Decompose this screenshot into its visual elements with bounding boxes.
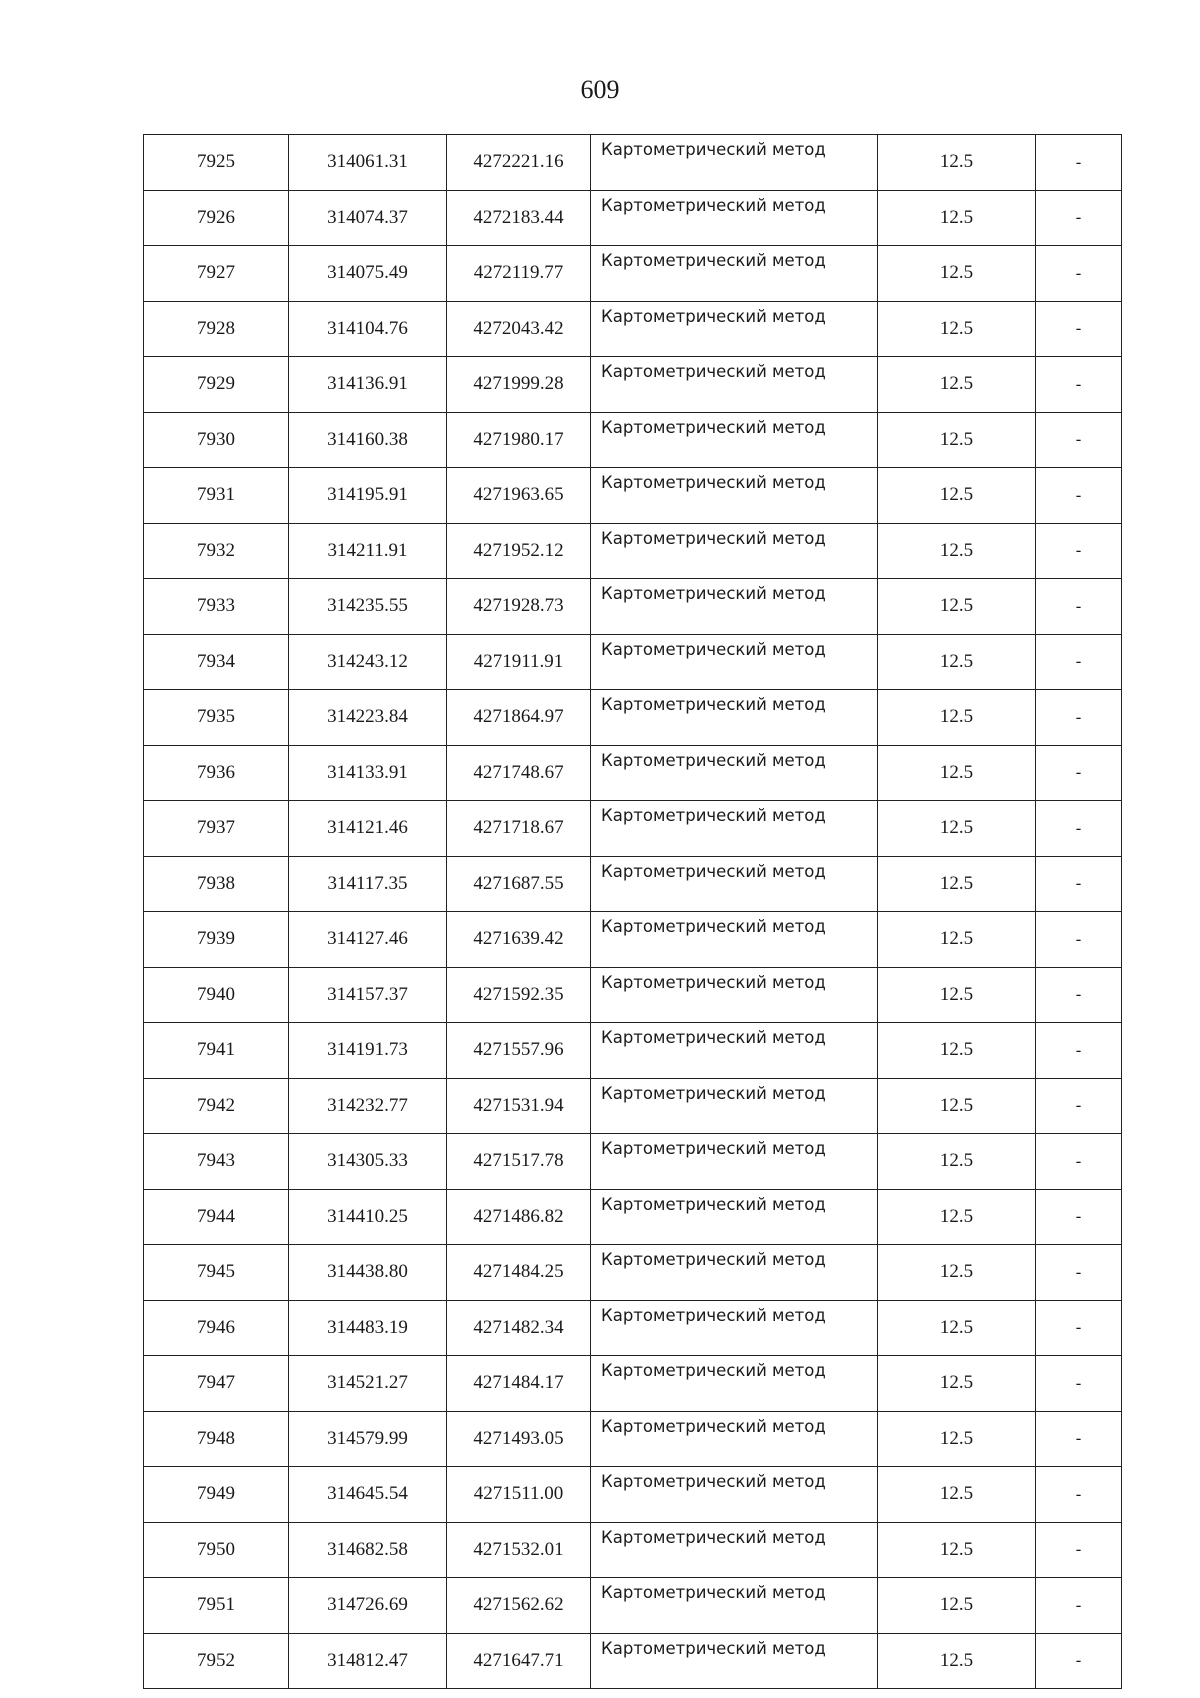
note-cell: -	[1036, 634, 1122, 690]
accuracy-cell: 12.5	[878, 690, 1036, 746]
note-cell: -	[1036, 468, 1122, 524]
point-number-cell: 7945	[144, 1245, 289, 1301]
table-row	[144, 1356, 1122, 1412]
y-coordinate-cell: 4271531.94	[447, 1078, 591, 1134]
point-number-cell: 7943	[144, 1134, 289, 1190]
point-number-cell: 7942	[144, 1078, 289, 1134]
accuracy-cell: 12.5	[878, 1522, 1036, 1578]
point-number-cell: 7930	[144, 412, 289, 468]
y-coordinate-cell: 4271562.62	[447, 1578, 591, 1634]
x-coordinate-cell: 314232.77	[289, 1078, 447, 1134]
accuracy-cell: 12.5	[878, 579, 1036, 635]
accuracy-cell: 12.5	[878, 1411, 1036, 1467]
y-coordinate-cell: 4271864.97	[447, 690, 591, 746]
accuracy-cell: 12.5	[878, 745, 1036, 801]
method-cell: Картометрический метод	[591, 1134, 878, 1190]
x-coordinate-cell: 314075.49	[289, 246, 447, 302]
y-coordinate-cell: 4272183.44	[447, 190, 591, 246]
table-row	[144, 412, 1122, 468]
point-number-cell: 7947	[144, 1356, 289, 1412]
method-cell: Картометрический метод	[591, 135, 878, 191]
accuracy-cell: 12.5	[878, 967, 1036, 1023]
method-cell: Картометрический метод	[591, 1078, 878, 1134]
point-number-cell: 7952	[144, 1633, 289, 1689]
table-row	[144, 301, 1122, 357]
y-coordinate-cell: 4271592.35	[447, 967, 591, 1023]
x-coordinate-cell: 314812.47	[289, 1633, 447, 1689]
accuracy-cell: 12.5	[878, 1300, 1036, 1356]
table-row	[144, 357, 1122, 413]
method-cell: Картометрический метод	[591, 634, 878, 690]
accuracy-cell: 12.5	[878, 412, 1036, 468]
y-coordinate-cell: 4271484.25	[447, 1245, 591, 1301]
y-coordinate-cell: 4271484.17	[447, 1356, 591, 1412]
point-number-cell: 7939	[144, 912, 289, 968]
table-row	[144, 246, 1122, 302]
point-number-cell: 7950	[144, 1522, 289, 1578]
note-cell: -	[1036, 1078, 1122, 1134]
x-coordinate-cell: 314117.35	[289, 856, 447, 912]
note-cell: -	[1036, 690, 1122, 746]
point-number-cell: 7938	[144, 856, 289, 912]
table-row	[144, 1300, 1122, 1356]
note-cell: -	[1036, 412, 1122, 468]
point-number-cell: 7928	[144, 301, 289, 357]
accuracy-cell: 12.5	[878, 135, 1036, 191]
method-cell: Картометрический метод	[591, 190, 878, 246]
method-cell: Картометрический метод	[591, 912, 878, 968]
method-cell: Картометрический метод	[591, 1245, 878, 1301]
accuracy-cell: 12.5	[878, 246, 1036, 302]
table-row	[144, 801, 1122, 857]
method-cell: Картометрический метод	[591, 967, 878, 1023]
method-cell: Картометрический метод	[591, 1633, 878, 1689]
point-number-cell: 7925	[144, 135, 289, 191]
accuracy-cell: 12.5	[878, 468, 1036, 524]
note-cell: -	[1036, 1467, 1122, 1523]
accuracy-cell: 12.5	[878, 912, 1036, 968]
table-row	[144, 1245, 1122, 1301]
y-coordinate-cell: 4271639.42	[447, 912, 591, 968]
y-coordinate-cell: 4271486.82	[447, 1189, 591, 1245]
method-cell: Картометрический метод	[591, 246, 878, 302]
accuracy-cell: 12.5	[878, 856, 1036, 912]
y-coordinate-cell: 4271493.05	[447, 1411, 591, 1467]
y-coordinate-cell: 4272221.16	[447, 135, 591, 191]
y-coordinate-cell: 4271517.78	[447, 1134, 591, 1190]
x-coordinate-cell: 314157.37	[289, 967, 447, 1023]
method-cell: Картометрический метод	[591, 1023, 878, 1079]
x-coordinate-cell: 314682.58	[289, 1522, 447, 1578]
accuracy-cell: 12.5	[878, 1578, 1036, 1634]
note-cell: -	[1036, 523, 1122, 579]
y-coordinate-cell: 4271980.17	[447, 412, 591, 468]
y-coordinate-cell: 4271557.96	[447, 1023, 591, 1079]
x-coordinate-cell: 314195.91	[289, 468, 447, 524]
method-cell: Картометрический метод	[591, 301, 878, 357]
point-number-cell: 7927	[144, 246, 289, 302]
point-number-cell: 7937	[144, 801, 289, 857]
table-row	[144, 690, 1122, 746]
method-cell: Картометрический метод	[591, 523, 878, 579]
accuracy-cell: 12.5	[878, 1134, 1036, 1190]
table-row	[144, 1023, 1122, 1079]
x-coordinate-cell: 314483.19	[289, 1300, 447, 1356]
note-cell: -	[1036, 1300, 1122, 1356]
point-number-cell: 7949	[144, 1467, 289, 1523]
x-coordinate-cell: 314191.73	[289, 1023, 447, 1079]
method-cell: Картометрический метод	[591, 801, 878, 857]
x-coordinate-cell: 314438.80	[289, 1245, 447, 1301]
point-number-cell: 7931	[144, 468, 289, 524]
point-number-cell: 7935	[144, 690, 289, 746]
accuracy-cell: 12.5	[878, 801, 1036, 857]
point-number-cell: 7932	[144, 523, 289, 579]
point-number-cell: 7941	[144, 1023, 289, 1079]
x-coordinate-cell: 314127.46	[289, 912, 447, 968]
method-cell: Картометрический метод	[591, 1522, 878, 1578]
method-cell: Картометрический метод	[591, 412, 878, 468]
x-coordinate-cell: 314104.76	[289, 301, 447, 357]
table-row	[144, 1633, 1122, 1689]
accuracy-cell: 12.5	[878, 634, 1036, 690]
table-row	[144, 856, 1122, 912]
x-coordinate-cell: 314061.31	[289, 135, 447, 191]
point-number-cell: 7940	[144, 967, 289, 1023]
table-row	[144, 912, 1122, 968]
x-coordinate-cell: 314243.12	[289, 634, 447, 690]
method-cell: Картометрический метод	[591, 1578, 878, 1634]
table-row	[144, 1189, 1122, 1245]
accuracy-cell: 12.5	[878, 357, 1036, 413]
accuracy-cell: 12.5	[878, 301, 1036, 357]
note-cell: -	[1036, 912, 1122, 968]
note-cell: -	[1036, 1189, 1122, 1245]
point-number-cell: 7951	[144, 1578, 289, 1634]
note-cell: -	[1036, 745, 1122, 801]
point-number-cell: 7926	[144, 190, 289, 246]
point-number-cell: 7933	[144, 579, 289, 635]
x-coordinate-cell: 314223.84	[289, 690, 447, 746]
note-cell: -	[1036, 1023, 1122, 1079]
method-cell: Картометрический метод	[591, 745, 878, 801]
accuracy-cell: 12.5	[878, 1467, 1036, 1523]
method-cell: Картометрический метод	[591, 1467, 878, 1523]
y-coordinate-cell: 4271911.91	[447, 634, 591, 690]
accuracy-cell: 12.5	[878, 1078, 1036, 1134]
x-coordinate-cell: 314579.99	[289, 1411, 447, 1467]
x-coordinate-cell: 314410.25	[289, 1189, 447, 1245]
x-coordinate-cell: 314726.69	[289, 1578, 447, 1634]
x-coordinate-cell: 314074.37	[289, 190, 447, 246]
y-coordinate-cell: 4271647.71	[447, 1633, 591, 1689]
note-cell: -	[1036, 357, 1122, 413]
table-row	[144, 967, 1122, 1023]
table-row	[144, 1522, 1122, 1578]
y-coordinate-cell: 4272119.77	[447, 246, 591, 302]
accuracy-cell: 12.5	[878, 190, 1036, 246]
point-number-cell: 7944	[144, 1189, 289, 1245]
table-row	[144, 1134, 1122, 1190]
y-coordinate-cell: 4271748.67	[447, 745, 591, 801]
x-coordinate-cell: 314133.91	[289, 745, 447, 801]
y-coordinate-cell: 4271532.01	[447, 1522, 591, 1578]
coordinates-table-body	[144, 135, 1122, 1689]
accuracy-cell: 12.5	[878, 1189, 1036, 1245]
note-cell: -	[1036, 135, 1122, 191]
x-coordinate-cell: 314521.27	[289, 1356, 447, 1412]
table-row	[144, 1578, 1122, 1634]
y-coordinate-cell: 4271963.65	[447, 468, 591, 524]
note-cell: -	[1036, 579, 1122, 635]
table-row	[144, 523, 1122, 579]
point-number-cell: 7946	[144, 1300, 289, 1356]
y-coordinate-cell: 4271511.00	[447, 1467, 591, 1523]
note-cell: -	[1036, 1134, 1122, 1190]
point-number-cell: 7948	[144, 1411, 289, 1467]
table-row	[144, 1078, 1122, 1134]
note-cell: -	[1036, 1411, 1122, 1467]
note-cell: -	[1036, 1633, 1122, 1689]
coordinates-table	[143, 134, 1122, 1689]
table-row	[144, 135, 1122, 191]
method-cell: Картометрический метод	[591, 579, 878, 635]
method-cell: Картометрический метод	[591, 856, 878, 912]
page-number: 609	[580, 75, 620, 104]
note-cell: -	[1036, 801, 1122, 857]
note-cell: -	[1036, 1522, 1122, 1578]
method-cell: Картометрический метод	[591, 357, 878, 413]
x-coordinate-cell: 314136.91	[289, 357, 447, 413]
x-coordinate-cell: 314211.91	[289, 523, 447, 579]
table-row	[144, 634, 1122, 690]
y-coordinate-cell: 4271718.67	[447, 801, 591, 857]
note-cell: -	[1036, 856, 1122, 912]
x-coordinate-cell: 314305.33	[289, 1134, 447, 1190]
x-coordinate-cell: 314121.46	[289, 801, 447, 857]
table-row	[144, 190, 1122, 246]
note-cell: -	[1036, 301, 1122, 357]
table-row	[144, 468, 1122, 524]
table-row	[144, 745, 1122, 801]
method-cell: Картометрический метод	[591, 1300, 878, 1356]
method-cell: Картометрический метод	[591, 468, 878, 524]
y-coordinate-cell: 4271687.55	[447, 856, 591, 912]
table-row	[144, 1467, 1122, 1523]
method-cell: Картометрический метод	[591, 1356, 878, 1412]
table-row	[144, 579, 1122, 635]
note-cell: -	[1036, 246, 1122, 302]
point-number-cell: 7929	[144, 357, 289, 413]
point-number-cell: 7936	[144, 745, 289, 801]
method-cell: Картометрический метод	[591, 1411, 878, 1467]
y-coordinate-cell: 4271999.28	[447, 357, 591, 413]
table-row	[144, 1411, 1122, 1467]
accuracy-cell: 12.5	[878, 1633, 1036, 1689]
accuracy-cell: 12.5	[878, 523, 1036, 579]
y-coordinate-cell: 4272043.42	[447, 301, 591, 357]
accuracy-cell: 12.5	[878, 1356, 1036, 1412]
note-cell: -	[1036, 1356, 1122, 1412]
x-coordinate-cell: 314235.55	[289, 579, 447, 635]
point-number-cell: 7934	[144, 634, 289, 690]
note-cell: -	[1036, 190, 1122, 246]
x-coordinate-cell: 314645.54	[289, 1467, 447, 1523]
method-cell: Картометрический метод	[591, 690, 878, 746]
y-coordinate-cell: 4271952.12	[447, 523, 591, 579]
x-coordinate-cell: 314160.38	[289, 412, 447, 468]
note-cell: -	[1036, 1578, 1122, 1634]
y-coordinate-cell: 4271482.34	[447, 1300, 591, 1356]
method-cell: Картометрический метод	[591, 1189, 878, 1245]
y-coordinate-cell: 4271928.73	[447, 579, 591, 635]
note-cell: -	[1036, 1245, 1122, 1301]
accuracy-cell: 12.5	[878, 1023, 1036, 1079]
accuracy-cell: 12.5	[878, 1245, 1036, 1301]
note-cell: -	[1036, 967, 1122, 1023]
